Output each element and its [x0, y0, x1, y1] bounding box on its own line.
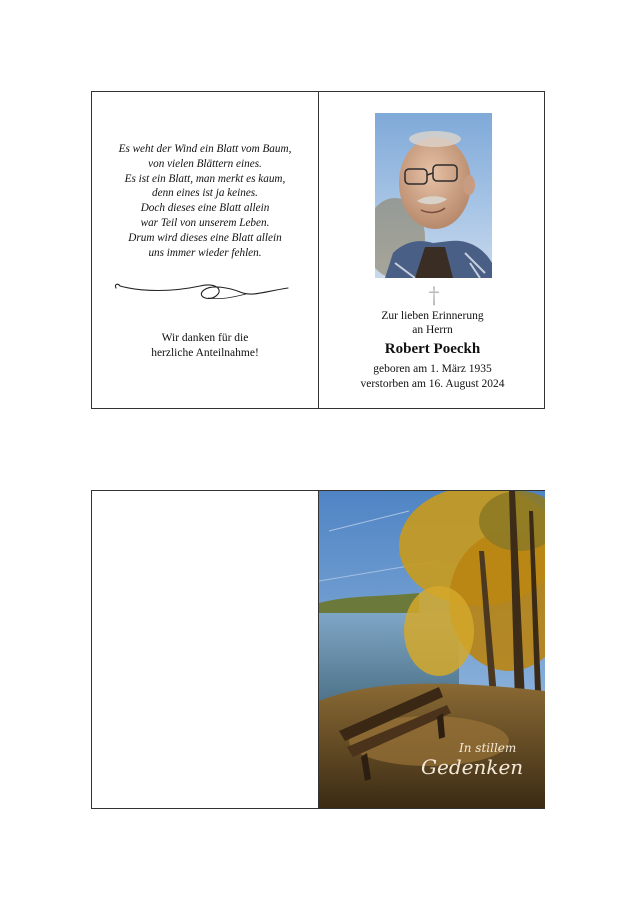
memory-text	[319, 310, 546, 337]
poem-line: war Teil von unserem Leben.	[140, 216, 270, 229]
poem-line: Es ist ein Blatt, man merkt es kaum,	[124, 172, 286, 185]
fold-line	[318, 92, 319, 408]
poem-line: uns immer wieder fehlen.	[148, 246, 262, 259]
memory-line: an Herrn	[412, 323, 453, 336]
poem	[92, 142, 318, 260]
memorial-card-inside	[91, 91, 545, 409]
cover-script-line2: Gedenken	[421, 755, 524, 779]
poem-line: Doch dieses eine Blatt allein	[140, 202, 270, 215]
cover-script-line1: In stillem	[459, 741, 517, 755]
memorial-card-outside	[91, 490, 545, 809]
poem-line: von vielen Blättern eines.	[148, 157, 262, 170]
thanks-line: herzliche Anteilnahme!	[151, 347, 259, 359]
cover-landscape-photo	[319, 491, 545, 808]
thanks-text	[92, 331, 318, 361]
poem-line: Es weht der Wind ein Blatt vom Baum,	[118, 143, 292, 155]
memory-line: Zur lieben Erinnerung	[381, 310, 484, 322]
birth-date: geboren am 1. März 1935	[373, 363, 492, 375]
poem-line: denn eines ist ja keines.	[152, 187, 258, 200]
cross-icon: †	[428, 284, 440, 309]
death-date: verstorben am 16. August 2024	[360, 378, 505, 390]
poem-line: Drum wird dieses eine Blatt allein	[128, 231, 282, 244]
deceased-name: Robert Poeckh	[384, 341, 481, 357]
portrait-photo	[375, 113, 492, 278]
life-dates	[319, 362, 546, 392]
flourish-ornament	[112, 280, 292, 308]
thanks-line: Wir danken für die	[161, 332, 249, 344]
